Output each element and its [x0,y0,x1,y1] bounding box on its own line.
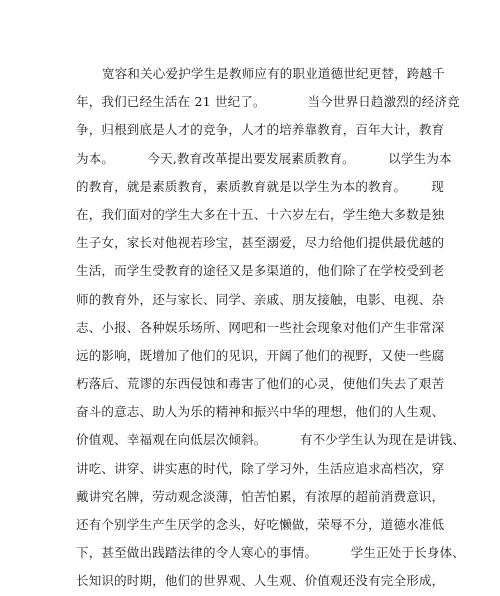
text-line: 争，归根到底是人才的竞争，人才的培养靠教育，百年大计，教育 [76,122,445,138]
text-line: 志、小报、各种娱乐场所、网吧和一些社会现象对他们产生非常深 [76,319,445,335]
text-line: 长知识的时期，他们的世界观、人生观、价值观还没有完全形成， [76,573,445,589]
text-line: 下，甚至做出践踏法律的令人寒心的事情。 学生正处于长身体、 [76,545,465,561]
text-line: 师的教育外，还与家长、同学、亲戚、朋友接触，电影、电视、杂 [76,291,445,307]
text-line: 朽落后、荒谬的东西侵蚀和毒害了他们的心灵，使他们失去了艰苦 [76,376,445,392]
text-line: 为本。 今天,教育改革提出要发展素质教育。 以学生为本 [76,150,452,166]
text-line: 价值观、幸福观在向低层次倾斜。 有不少学生认为现在是讲钱、 [76,432,465,448]
text-line: 的教育，就是素质教育，素质教育就是以学生为本的教育。 现 [76,178,444,194]
text-line: 还有个别学生产生厌学的念头，好吃懒做，荣辱不分，道德水准低 [76,517,445,532]
text-line: 在，我们面对的学生大多在十五、十六岁左右，学生绝大多数是独 [76,206,445,222]
text-line: 生子女，家长对他视若珍宝，甚至溺爱，尽力给他们提供最优越的 [76,235,445,251]
text-line: 远的影响，既增加了他们的见识，开阔了他们的视野，又使一些腐 [76,347,445,363]
text-line: 讲吃、讲穿、讲实惠的时代，除了学习外，生活应追求高档次，穿 [76,460,445,476]
document-body [76,60,465,596]
text-line: 年，我们已经生活在 21 世纪了。 当今世界日趋激烈的经济竞 [76,94,460,110]
text-line: 宽容和关心爱护学生是教师应有的职业道德世纪更替，跨越千 [102,66,445,81]
text-line: 生活，而学生受教育的途径又是多渠道的，他们除了在学校受到老 [76,263,445,279]
text-line: 戴讲究名牌，劳动观念淡薄，怕苦怕累，有浓厚的超前消费意识， [76,488,445,504]
text-line: 奋斗的意志、助人为乐的精神和振兴中华的理想，他们的人生观、 [76,404,445,420]
